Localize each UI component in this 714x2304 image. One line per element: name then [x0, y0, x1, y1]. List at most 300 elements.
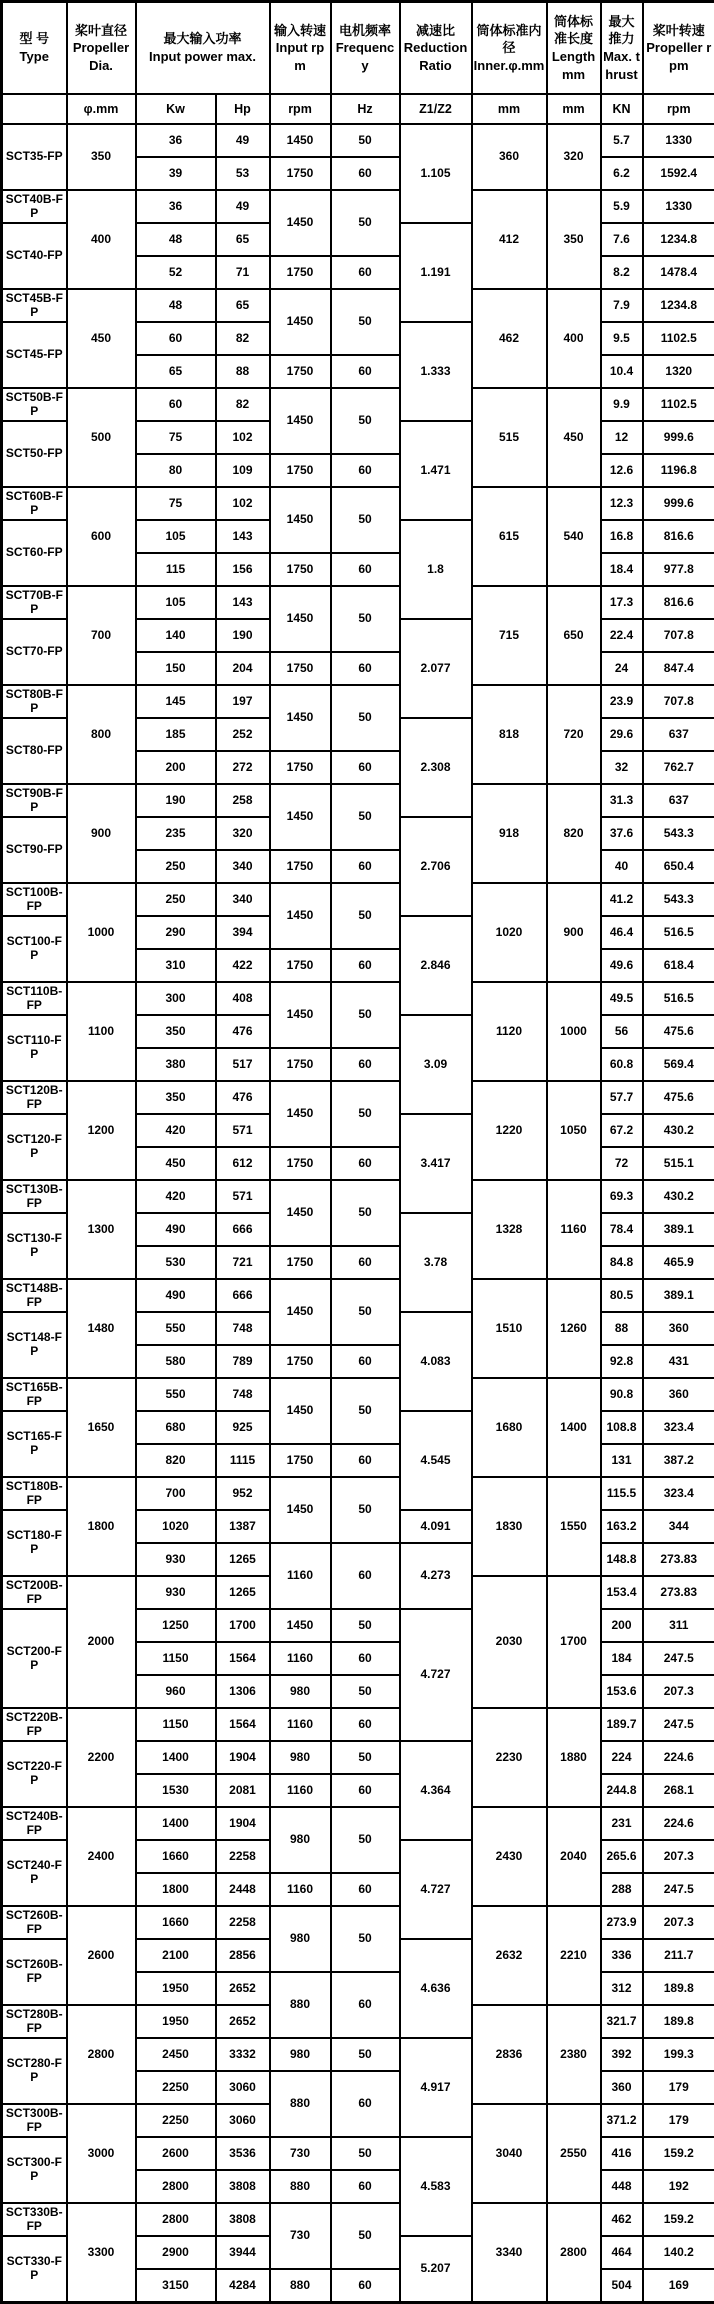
model-name-cell: SCT120-FP [2, 1114, 67, 1180]
value-cell: 4.091 [400, 1510, 472, 1543]
value-cell: 4.636 [400, 1939, 472, 2038]
value-cell: 48 [136, 289, 216, 322]
value-cell: 190 [216, 619, 270, 652]
model-name-cell: SCT200-FP [2, 1609, 67, 1708]
value-cell: 231 [601, 1807, 643, 1840]
value-cell: 980 [270, 1741, 331, 1774]
value-cell: 189.8 [643, 1972, 714, 2005]
value-cell: 60 [331, 1048, 400, 1081]
value-cell: 1330 [643, 124, 714, 157]
table-row [2, 1378, 714, 1411]
value-cell: 999.6 [643, 487, 714, 520]
value-cell: 1750 [270, 256, 331, 289]
unit-cell: KN [601, 94, 643, 124]
value-cell: 952 [216, 1477, 270, 1510]
value-cell: 2100 [136, 1939, 216, 1972]
value-cell: 92.8 [601, 1345, 643, 1378]
value-cell: 1160 [270, 1774, 331, 1807]
value-cell: 9.5 [601, 322, 643, 355]
value-cell: 707.8 [643, 685, 714, 718]
value-cell: 1450 [270, 982, 331, 1048]
value-cell: 1592.4 [643, 157, 714, 190]
table-row [2, 289, 714, 322]
value-cell: 422 [216, 949, 270, 982]
value-cell: 1880 [547, 1708, 601, 1807]
model-name-cell: SCT100B-FP [2, 883, 67, 916]
value-cell: 475.6 [643, 1015, 714, 1048]
value-cell: 247.5 [643, 1708, 714, 1741]
model-name-cell: SCT40-FP [2, 223, 67, 289]
value-cell: 1250 [136, 1609, 216, 1642]
value-cell: 4.273 [400, 1543, 472, 1609]
value-cell: 880 [270, 2071, 331, 2137]
value-cell: 2632 [472, 1906, 547, 2005]
unit-cell: mm [547, 94, 601, 124]
value-cell: 1020 [136, 1510, 216, 1543]
value-cell: 321.7 [601, 2005, 643, 2038]
value-cell: 1680 [472, 1378, 547, 1477]
table-row [2, 1708, 714, 1741]
value-cell: 56 [601, 1015, 643, 1048]
value-cell: 1950 [136, 1972, 216, 2005]
value-cell: 159.2 [643, 2203, 714, 2236]
value-cell: 392 [601, 2038, 643, 2071]
value-cell: 69.3 [601, 1180, 643, 1213]
value-cell: 60 [331, 949, 400, 982]
value-cell: 464 [601, 2236, 643, 2269]
value-cell: 80.5 [601, 1279, 643, 1312]
value-cell: 1387 [216, 1510, 270, 1543]
value-cell: 224.6 [643, 1807, 714, 1840]
value-cell: 50 [331, 883, 400, 949]
value-cell: 75 [136, 421, 216, 454]
value-cell: 420 [136, 1114, 216, 1147]
model-name-cell: SCT60-FP [2, 520, 67, 586]
value-cell: 2258 [216, 1840, 270, 1873]
value-cell: 1.191 [400, 223, 472, 322]
value-cell: 1700 [216, 1609, 270, 1642]
value-cell: 22.4 [601, 619, 643, 652]
value-cell: 57.7 [601, 1081, 643, 1114]
value-cell: 550 [136, 1312, 216, 1345]
value-cell: 5.207 [400, 2236, 472, 2303]
value-cell: 140 [136, 619, 216, 652]
value-cell: 448 [601, 2170, 643, 2203]
value-cell: 39 [136, 157, 216, 190]
value-cell: 40 [601, 850, 643, 883]
col-header-propeller-rpm: 桨叶转速 Propeller rpm [643, 2, 714, 95]
value-cell: 18.4 [601, 553, 643, 586]
value-cell: 1400 [136, 1807, 216, 1840]
value-cell: 4.727 [400, 1840, 472, 1939]
value-cell: 900 [67, 784, 136, 883]
value-cell: 50 [331, 1279, 400, 1345]
value-cell: 1102.5 [643, 322, 714, 355]
model-name-cell: SCT260B-FP [2, 1939, 67, 2005]
value-cell: 24 [601, 652, 643, 685]
value-cell: 930 [136, 1576, 216, 1609]
value-cell: 730 [270, 2137, 331, 2170]
value-cell: 320 [547, 124, 601, 190]
value-cell: 543.3 [643, 883, 714, 916]
value-cell: 50 [331, 1675, 400, 1708]
value-cell: 60 [331, 1147, 400, 1180]
value-cell: 60 [331, 157, 400, 190]
value-cell: 2652 [216, 1972, 270, 2005]
value-cell: 65 [136, 355, 216, 388]
value-cell: 3060 [216, 2104, 270, 2137]
model-name-cell: SCT110B-FP [2, 982, 67, 1015]
value-cell: 1700 [547, 1576, 601, 1708]
value-cell: 8.2 [601, 256, 643, 289]
value-cell: 84.8 [601, 1246, 643, 1279]
value-cell: 153.4 [601, 1576, 643, 1609]
value-cell: 612 [216, 1147, 270, 1180]
value-cell: 50 [331, 487, 400, 553]
value-cell: 360 [472, 124, 547, 190]
value-cell: 50 [331, 2203, 400, 2269]
value-cell: 569.4 [643, 1048, 714, 1081]
value-cell: 60 [331, 1774, 400, 1807]
value-cell: 247.5 [643, 1642, 714, 1675]
model-name-cell: SCT330-FP [2, 2236, 67, 2303]
model-name-cell: SCT260B-FP [2, 1906, 67, 1939]
value-cell: 350 [136, 1015, 216, 1048]
value-cell: 150 [136, 652, 216, 685]
value-cell: 60 [331, 1708, 400, 1741]
table-row [2, 190, 714, 223]
value-cell: 50 [331, 2038, 400, 2071]
model-name-cell: SCT200B-FP [2, 1576, 67, 1609]
unit-cell: Z1/Z2 [400, 94, 472, 124]
value-cell: 380 [136, 1048, 216, 1081]
value-cell: 517 [216, 1048, 270, 1081]
value-cell: 389.1 [643, 1279, 714, 1312]
value-cell: 1150 [136, 1708, 216, 1741]
model-name-cell: SCT90B-FP [2, 784, 67, 817]
value-cell: 371.2 [601, 2104, 643, 2137]
value-cell: 360 [643, 1378, 714, 1411]
table-row [2, 586, 714, 619]
value-cell: 207.3 [643, 1906, 714, 1939]
value-cell: 1160 [270, 1642, 331, 1675]
table-row [2, 1279, 714, 1312]
value-cell: 4.545 [400, 1411, 472, 1510]
value-cell: 4284 [216, 2269, 270, 2303]
value-cell: 192 [643, 2170, 714, 2203]
unit-cell: rpm [643, 94, 714, 124]
value-cell: 145 [136, 685, 216, 718]
value-cell: 109 [216, 454, 270, 487]
model-name-cell: SCT45B-FP [2, 289, 67, 322]
value-cell: 1450 [270, 1081, 331, 1147]
unit-cell: mm [472, 94, 547, 124]
value-cell: 1450 [270, 1279, 331, 1345]
value-cell: 2800 [136, 2203, 216, 2236]
value-cell: 336 [601, 1939, 643, 1972]
value-cell: 2.077 [400, 619, 472, 718]
value-cell: 820 [136, 1444, 216, 1477]
value-cell: 140.2 [643, 2236, 714, 2269]
value-cell: 52 [136, 256, 216, 289]
model-name-cell: SCT280B-FP [2, 2005, 67, 2038]
value-cell: 387.2 [643, 1444, 714, 1477]
value-cell: 60 [331, 1246, 400, 1279]
col-header-inner-diameter: 筒体标准内径 Inner.φ.mm [472, 2, 547, 95]
model-name-cell: SCT220B-FP [2, 1708, 67, 1741]
value-cell: 1328 [472, 1180, 547, 1279]
table-row [2, 883, 714, 916]
value-cell: 1.471 [400, 421, 472, 520]
value-cell: 1750 [270, 454, 331, 487]
model-name-cell: SCT70-FP [2, 619, 67, 685]
value-cell: 50 [331, 1477, 400, 1543]
value-cell: 197 [216, 685, 270, 718]
value-cell: 762.7 [643, 751, 714, 784]
value-cell: 2250 [136, 2104, 216, 2137]
value-cell: 1750 [270, 553, 331, 586]
value-cell: 60 [331, 652, 400, 685]
value-cell: 515.1 [643, 1147, 714, 1180]
value-cell: 360 [601, 2071, 643, 2104]
value-cell: 1000 [67, 883, 136, 982]
unit-cell [2, 94, 67, 124]
value-cell: 200 [136, 751, 216, 784]
value-cell: 207.3 [643, 1840, 714, 1873]
table-row [2, 1807, 714, 1840]
value-cell: 88 [601, 1312, 643, 1345]
value-cell: 60 [136, 388, 216, 421]
value-cell: 60 [331, 1444, 400, 1477]
value-cell: 4.364 [400, 1741, 472, 1840]
value-cell: 490 [136, 1213, 216, 1246]
value-cell: 2230 [472, 1708, 547, 1807]
value-cell: 1450 [270, 685, 331, 751]
value-cell: 1800 [136, 1873, 216, 1906]
value-cell: 1750 [270, 355, 331, 388]
value-cell: 108.8 [601, 1411, 643, 1444]
model-name-cell: SCT280-FP [2, 2038, 67, 2104]
value-cell: 3300 [67, 2203, 136, 2303]
value-cell: 105 [136, 520, 216, 553]
value-cell: 1160 [547, 1180, 601, 1279]
value-cell: 50 [331, 1906, 400, 1972]
table-row [2, 784, 714, 817]
value-cell: 272 [216, 751, 270, 784]
value-cell: 540 [547, 487, 601, 586]
value-cell: 60 [331, 1543, 400, 1609]
value-cell: 320 [216, 817, 270, 850]
value-cell: 252 [216, 718, 270, 751]
value-cell: 7.6 [601, 223, 643, 256]
value-cell: 615 [472, 487, 547, 586]
value-cell: 3332 [216, 2038, 270, 2071]
value-cell: 199.3 [643, 2038, 714, 2071]
value-cell: 163.2 [601, 1510, 643, 1543]
value-cell: 1480 [67, 1279, 136, 1378]
value-cell: 90.8 [601, 1378, 643, 1411]
value-cell: 3340 [472, 2203, 547, 2303]
value-cell: 816.6 [643, 586, 714, 619]
table-row [2, 487, 714, 520]
value-cell: 184 [601, 1642, 643, 1675]
value-cell: 37.6 [601, 817, 643, 850]
value-cell: 2600 [67, 1906, 136, 2005]
value-cell: 78.4 [601, 1213, 643, 1246]
value-cell: 204 [216, 652, 270, 685]
value-cell: 918 [472, 784, 547, 883]
model-name-cell: SCT300-FP [2, 2137, 67, 2203]
value-cell: 666 [216, 1213, 270, 1246]
value-cell: 189.8 [643, 2005, 714, 2038]
value-cell: 1904 [216, 1807, 270, 1840]
value-cell: 60 [331, 454, 400, 487]
value-cell: 235 [136, 817, 216, 850]
value-cell: 2.308 [400, 718, 472, 817]
value-cell: 36 [136, 190, 216, 223]
value-cell: 1220 [472, 1081, 547, 1180]
value-cell: 1800 [67, 1477, 136, 1576]
value-cell: 789 [216, 1345, 270, 1378]
model-name-cell: SCT300B-FP [2, 2104, 67, 2137]
value-cell: 3000 [67, 2104, 136, 2203]
value-cell: 3808 [216, 2170, 270, 2203]
value-cell: 465.9 [643, 1246, 714, 1279]
value-cell: 1510 [472, 1279, 547, 1378]
value-cell: 700 [67, 586, 136, 685]
value-cell: 60 [331, 850, 400, 883]
value-cell: 3808 [216, 2203, 270, 2236]
value-cell: 1450 [270, 883, 331, 949]
value-cell: 880 [270, 1972, 331, 2038]
value-cell: 580 [136, 1345, 216, 1378]
value-cell: 1.105 [400, 124, 472, 223]
value-cell: 1950 [136, 2005, 216, 2038]
value-cell: 1550 [547, 1477, 601, 1576]
value-cell: 323.4 [643, 1477, 714, 1510]
value-cell: 1650 [67, 1378, 136, 1477]
value-cell: 65 [216, 223, 270, 256]
value-cell: 2550 [547, 2104, 601, 2203]
value-cell: 2900 [136, 2236, 216, 2269]
model-name-cell: SCT130-FP [2, 1213, 67, 1279]
value-cell: 515 [472, 388, 547, 487]
spec-table-body [2, 124, 714, 2303]
value-cell: 50 [331, 784, 400, 850]
value-cell: 1234.8 [643, 289, 714, 322]
value-cell: 462 [601, 2203, 643, 2236]
value-cell: 179 [643, 2104, 714, 2137]
value-cell: 571 [216, 1180, 270, 1213]
value-cell: 17.3 [601, 586, 643, 619]
value-cell: 72 [601, 1147, 643, 1180]
value-cell: 36 [136, 124, 216, 157]
model-name-cell: SCT120B-FP [2, 1081, 67, 1114]
value-cell: 4.727 [400, 1609, 472, 1741]
value-cell: 476 [216, 1015, 270, 1048]
value-cell: 1750 [270, 157, 331, 190]
value-cell: 930 [136, 1543, 216, 1576]
value-cell: 3040 [472, 2104, 547, 2203]
model-name-cell: SCT130B-FP [2, 1180, 67, 1213]
value-cell: 12.3 [601, 487, 643, 520]
model-name-cell: SCT80-FP [2, 718, 67, 784]
unit-cell: Hz [331, 94, 400, 124]
value-cell: 900 [547, 883, 601, 982]
col-header-reduction-ratio: 减速比 Reduction Ratio [400, 2, 472, 95]
value-cell: 700 [136, 1477, 216, 1510]
value-cell: 1750 [270, 751, 331, 784]
model-name-cell: SCT165B-FP [2, 1378, 67, 1411]
value-cell: 880 [270, 2269, 331, 2303]
value-cell: 4.083 [400, 1312, 472, 1411]
value-cell: 1750 [270, 949, 331, 982]
value-cell: 115 [136, 553, 216, 586]
value-cell: 820 [547, 784, 601, 883]
value-cell: 3944 [216, 2236, 270, 2269]
value-cell: 1400 [547, 1378, 601, 1477]
value-cell: 258 [216, 784, 270, 817]
value-cell: 408 [216, 982, 270, 1015]
value-cell: 82 [216, 322, 270, 355]
value-cell: 1478.4 [643, 256, 714, 289]
unit-cell: rpm [270, 94, 331, 124]
value-cell: 2030 [472, 1576, 547, 1708]
value-cell: 32 [601, 751, 643, 784]
table-row [2, 124, 714, 157]
value-cell: 1.8 [400, 520, 472, 619]
model-name-cell: SCT180-FP [2, 1510, 67, 1576]
table-row [2, 1081, 714, 1114]
value-cell: 1265 [216, 1576, 270, 1609]
value-cell: 48 [136, 223, 216, 256]
model-name-cell: SCT45-FP [2, 322, 67, 388]
value-cell: 1660 [136, 1840, 216, 1873]
value-cell: 504 [601, 2269, 643, 2303]
value-cell: 2800 [67, 2005, 136, 2104]
value-cell: 185 [136, 718, 216, 751]
table-row [2, 2203, 714, 2236]
value-cell: 1450 [270, 586, 331, 652]
model-name-cell: SCT110-FP [2, 1015, 67, 1081]
value-cell: 680 [136, 1411, 216, 1444]
value-cell: 1530 [136, 1774, 216, 1807]
value-cell: 31.3 [601, 784, 643, 817]
value-cell: 189.7 [601, 1708, 643, 1741]
col-header-length: 筒体标准长度 Length mm [547, 2, 601, 95]
value-cell: 207.3 [643, 1675, 714, 1708]
value-cell: 1564 [216, 1708, 270, 1741]
value-cell: 2.846 [400, 916, 472, 1015]
value-cell: 1300 [67, 1180, 136, 1279]
value-cell: 115.5 [601, 1477, 643, 1510]
value-cell: 2000 [67, 1576, 136, 1708]
model-name-cell: SCT148-FP [2, 1312, 67, 1378]
value-cell: 420 [136, 1180, 216, 1213]
value-cell: 250 [136, 850, 216, 883]
value-cell: 12.6 [601, 454, 643, 487]
value-cell: 1100 [67, 982, 136, 1081]
value-cell: 1750 [270, 1345, 331, 1378]
value-cell: 340 [216, 850, 270, 883]
model-name-cell: SCT35-FP [2, 124, 67, 190]
value-cell: 650 [547, 586, 601, 685]
value-cell: 2800 [136, 2170, 216, 2203]
value-cell: 273.83 [643, 1543, 714, 1576]
value-cell: 41.2 [601, 883, 643, 916]
value-cell: 23.9 [601, 685, 643, 718]
value-cell: 462 [472, 289, 547, 388]
